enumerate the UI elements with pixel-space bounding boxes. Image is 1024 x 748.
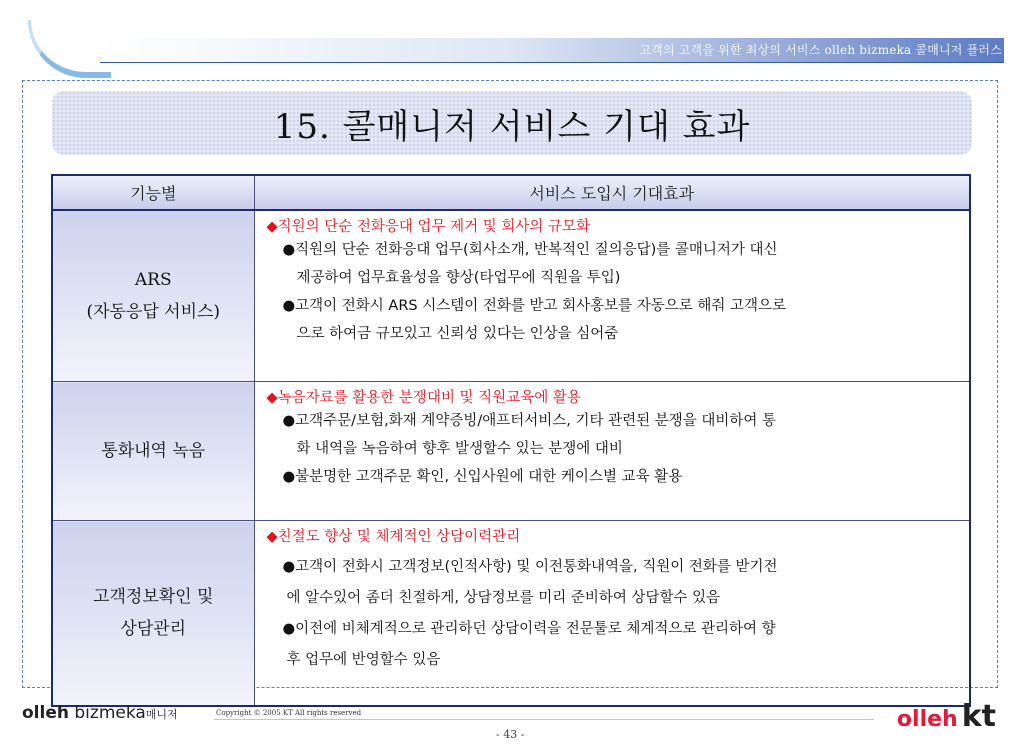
- effect-bullet-continued: 으로 하여금 규모있고 신뢰성 있다는 인상을 심어줌: [296, 326, 619, 342]
- logo-kt: kt: [961, 699, 996, 734]
- table-header-row: [52, 175, 970, 210]
- logo-suffix: 매니저: [145, 708, 178, 721]
- effect-cell: [254, 521, 970, 707]
- effect-cell: [254, 382, 970, 521]
- table-row-recording: [52, 382, 970, 521]
- function-cell: [52, 521, 254, 707]
- effect-bullet: ●고객이 전화시 고객정보(인적사항) 및 이전통화내역을, 직원이 전화를 받기전: [282, 559, 778, 575]
- function-cell: [52, 210, 254, 382]
- copyright-text: Copyright © 2005 KT All rights reserved: [216, 709, 362, 717]
- effect-bullet-continued: 후 업무에 반영할수 있음: [286, 652, 441, 668]
- function-name: 고객정보확인 및: [93, 586, 214, 607]
- logo-brand: olleh: [22, 703, 69, 723]
- title-box: [52, 91, 972, 155]
- header-tagline: 고객의 고객을 위한 최상의 서비스 olleh bizmeka 콜매니저 플러스: [639, 43, 1002, 57]
- page-number: - 43 -: [496, 728, 525, 741]
- function-name-sub: 상담관리: [120, 619, 187, 639]
- logo-product: bizmeka: [74, 703, 146, 723]
- function-cell: [52, 382, 254, 521]
- olleh-kt-logo: [896, 699, 996, 734]
- table-row-ars: [52, 210, 970, 382]
- column-header-effect: 서비스 도입시 기대효과: [254, 175, 970, 210]
- header-swoosh-decoration: [28, 20, 111, 78]
- olleh-bizmeka-logo: [22, 703, 178, 723]
- effect-heading: ◆직원의 단순 전화응대 업무 제거 및 회사의 규모화: [266, 219, 591, 235]
- effect-bullet: ●이전에 비체계적으로 관리하던 상담이력을 전문툴로 체계적으로 관리하여 향: [282, 621, 776, 637]
- effect-bullet: ●고객주문/보험,화재 계약증빙/애프터서비스, 기타 관련된 분쟁을 대비하여 통: [282, 413, 777, 429]
- effect-heading: ◆친절도 향상 및 체계적인 상담이력관리: [266, 529, 521, 545]
- effect-bullet-continued: 화 내역을 녹음하여 향후 발생할수 있는 분쟁에 대비: [296, 441, 623, 457]
- effect-bullet-continued: 제공하여 업무효율성을 향상(타업무에 직원을 투입): [296, 270, 621, 286]
- effect-bullet: ●불분명한 고객주문 확인, 신입사원에 대한 케이스별 교육 활용: [282, 469, 683, 485]
- footer-divider: [214, 719, 874, 720]
- effect-bullet: ●직원의 단순 전화응대 업무(회사소개, 반복적인 질의응답)를 콜매니저가 대신: [282, 242, 778, 258]
- expectation-table: [51, 174, 971, 707]
- logo-olleh: olleh: [896, 707, 958, 732]
- column-header-function: 기능별: [52, 175, 254, 210]
- function-name: ARS: [134, 269, 172, 290]
- effect-cell: [254, 210, 970, 382]
- function-name-sub: (자동응답 서비스): [86, 302, 221, 322]
- effect-bullet-continued: 에 알수있어 좀더 친절하게, 상담정보를 미리 준비하여 상담할수 있음: [286, 590, 721, 606]
- effect-heading: ◆녹음자료를 활용한 분쟁대비 및 직원교육에 활용: [266, 390, 581, 406]
- table-row-customer-info: [52, 521, 970, 707]
- effect-bullet: ●고객이 전화시 ARS 시스템이 전화를 받고 회사홍보를 자동으로 해줘 고객으로: [282, 298, 787, 314]
- function-name: 통화내역 녹음: [101, 440, 206, 461]
- page-title: 15. 콜매니저 서비스 기대 효과: [273, 106, 751, 147]
